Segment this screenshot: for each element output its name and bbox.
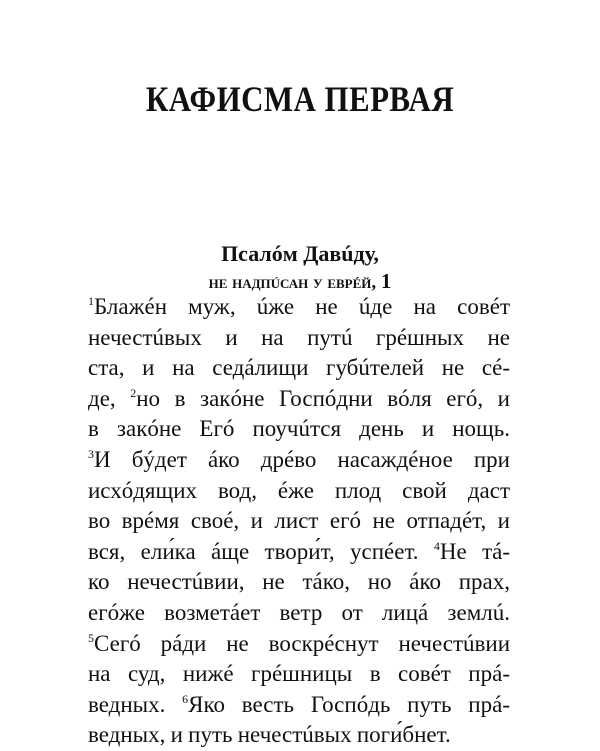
text-line: де, $^2$но в закóне Госпóдни вóля егó, и [88, 385, 510, 411]
text-line: ведных. $^6$Яко весть Госпóдь путь прá- [88, 691, 510, 717]
text-line: ко нечестúвии, не тáко, но áко прах, [88, 569, 510, 595]
kathisma-title: КАФИСМА ПЕРВАЯ [145, 79, 455, 119]
text-line: ведных, и путь нечестúвых поги́бнет. [88, 722, 451, 748]
text-line: в закóне Егó поучúтся день и нощь. [88, 416, 510, 442]
verse-number: 6 [182, 691, 189, 706]
verse-number: 3 [88, 446, 94, 461]
psalm-text [88, 292, 510, 751]
verse-number: 4 [433, 538, 440, 553]
psalm-heading-line2 [0, 269, 600, 294]
text-line: нечестúвых и на путú грéшных не [88, 324, 510, 350]
text-line: $^1$Блажéн муж, úже не úде на совéт [88, 294, 510, 319]
psalm-heading-subtitle: не надпúсан у еврéй, [208, 272, 377, 293]
text-line: во врéмя своé, и лист егó не отпадéт, и [88, 508, 510, 534]
verse-number: 5 [88, 630, 94, 645]
text-line: $^5$Сегó рáди не воскрéснут нечестúвии [88, 630, 510, 656]
psalm-heading-line1: Псалóм Давúду, [221, 241, 379, 266]
text-line: ста, и на седáлищи губúтелей не сé- [88, 355, 510, 381]
verse-number: 2 [130, 385, 137, 400]
text-line: егóже возметáет ветр от лицá землú. [88, 599, 510, 625]
text-line: $^3$И бýдет áко дрéво насаждéное при [88, 446, 510, 472]
psalm-number: 1 [380, 269, 392, 293]
text-line: на суд, нижé грéшницы в совéт прá- [88, 661, 510, 687]
text-line: вся, ели́ка áще твори́т, успéет. $^4$Не тá- [88, 538, 510, 564]
verse-number: 1 [88, 294, 94, 308]
text-line: исхóдящих вод, éже плод свой даст [88, 477, 510, 503]
